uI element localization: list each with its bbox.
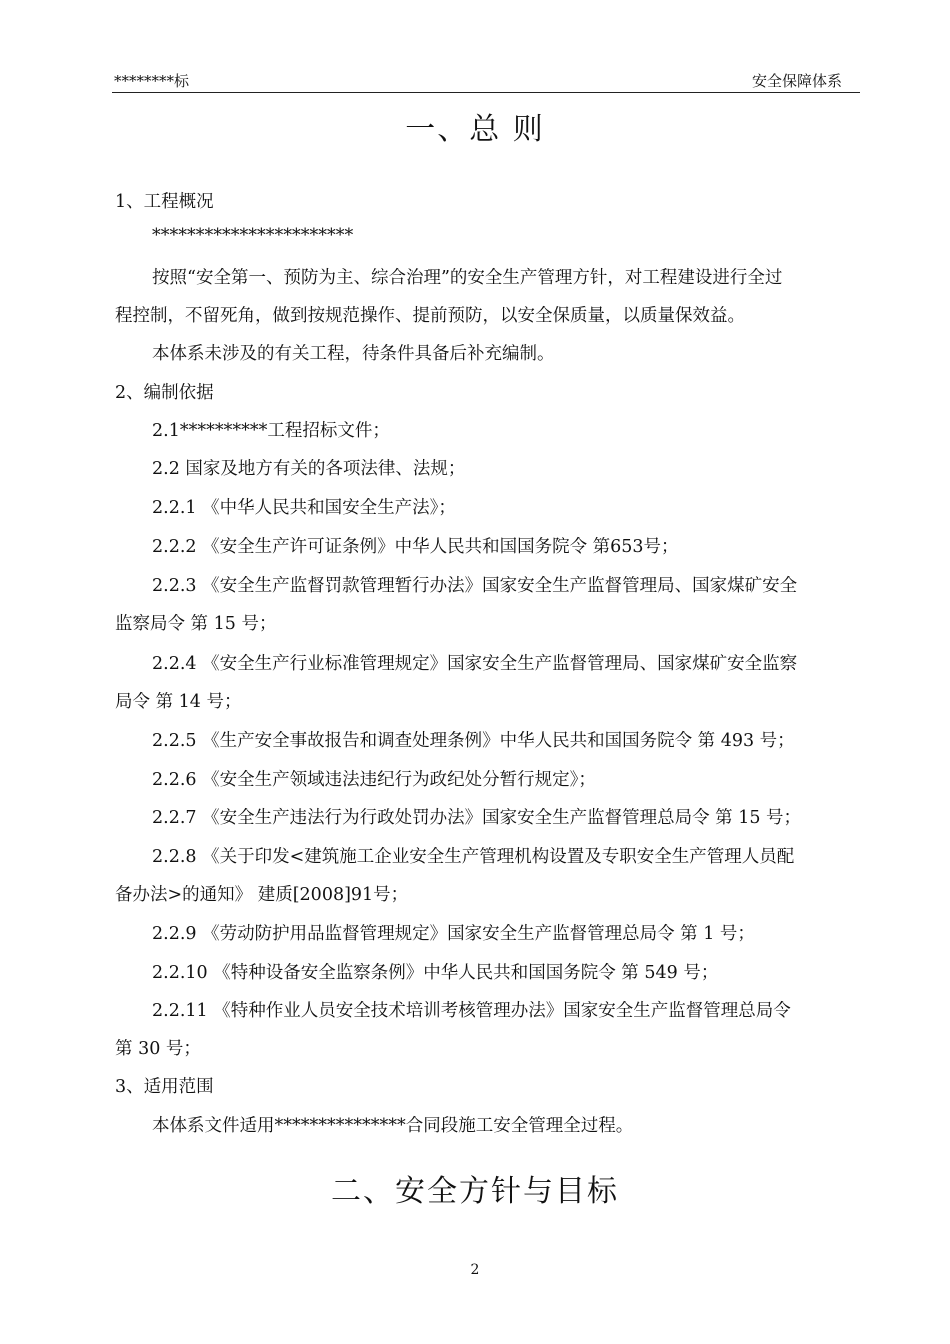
basis-item: 2.2.5 《生产安全事故报告和调查处理条例》中华人民共和国国务院令 第 493 号； [152,731,795,751]
basis-item: 2.2.6 《安全生产领域违法违纪行为政纪处分暂行规定》； [152,770,596,790]
paragraph-policy-line1: 按照“安全第一、预防为主、综合治理”的安全生产管理方针，对工程建设进行全过 [152,268,783,288]
basis-item: 2.2.11 《特种作业人员安全技术培训考核管理办法》国家安全生产监督管理总局令 [152,1001,791,1021]
basis-item: 2.2.3 《安全生产监督罚款管理暂行办法》国家安全生产监督管理局、国家煤矿安全 [152,576,798,596]
header-section-label: 安全保障体系 [751,72,842,90]
basis-item: 2.2.7 《安全生产违法行为行政处罚办法》国家安全生产监督管理总局令 第 15 号； [152,808,802,828]
basis-item: 2.2.10 《特种设备安全监察条例》中华人民共和国国务院令 第 549 号； [152,963,719,983]
basis-item: 2.1**********工程招标文件； [152,421,390,441]
basis-item: 2.2.1 《中华人民共和国安全生产法》； [152,498,456,518]
header-bid-label: ********标 [114,72,190,90]
basis-item-continuation: 局令 第 14 号； [115,692,242,712]
section-heading-2: 2、编制依据 [115,383,214,403]
basis-item: 2.2 国家及地方有关的各项法律、法规； [152,459,466,479]
section-heading-1: 1、工程概况 [115,192,214,212]
section-heading-3: 3、适用范围 [115,1077,214,1097]
basis-item-continuation: 备办法>的通知》 建质[2008]91号； [115,885,409,905]
basis-item: 2.2.4 《安全生产行业标准管理规定》国家安全生产监督管理局、国家煤矿安全监察 [152,654,798,674]
chapter-title-1: 一、总 则 [405,112,545,147]
basis-item-continuation: 第 30 号； [115,1039,201,1059]
page-header [112,66,860,93]
project-name-masked: *********************** [152,226,354,246]
basis-item: 2.2.8 《关于印发<建筑施工企业安全生产管理机构设置及专职安全生产管理人员配 [152,847,795,867]
paragraph-applicability: 本体系文件适用***************合同段施工安全管理全过程。 [152,1116,634,1136]
basis-item: 2.2.9 《劳动防护用品监督管理规定》国家安全生产监督管理总局令 第 1 号； [152,924,755,944]
paragraph-policy-line2: 程控制，不留死角，做到按规范操作、提前预防，以安全保质量，以质量保效益。 [115,306,745,326]
basis-item: 2.2.2 《安全生产许可证条例》中华人民共和国国务院令 第653号； [152,537,679,557]
paragraph-scope-note: 本体系未涉及的有关工程，待条件具备后补充编制。 [152,344,555,364]
page-number: 2 [470,1262,480,1278]
chapter-title-2: 二、安全方针与目标 [331,1174,619,1209]
basis-item-continuation: 监察局令 第 15 号； [115,614,277,634]
